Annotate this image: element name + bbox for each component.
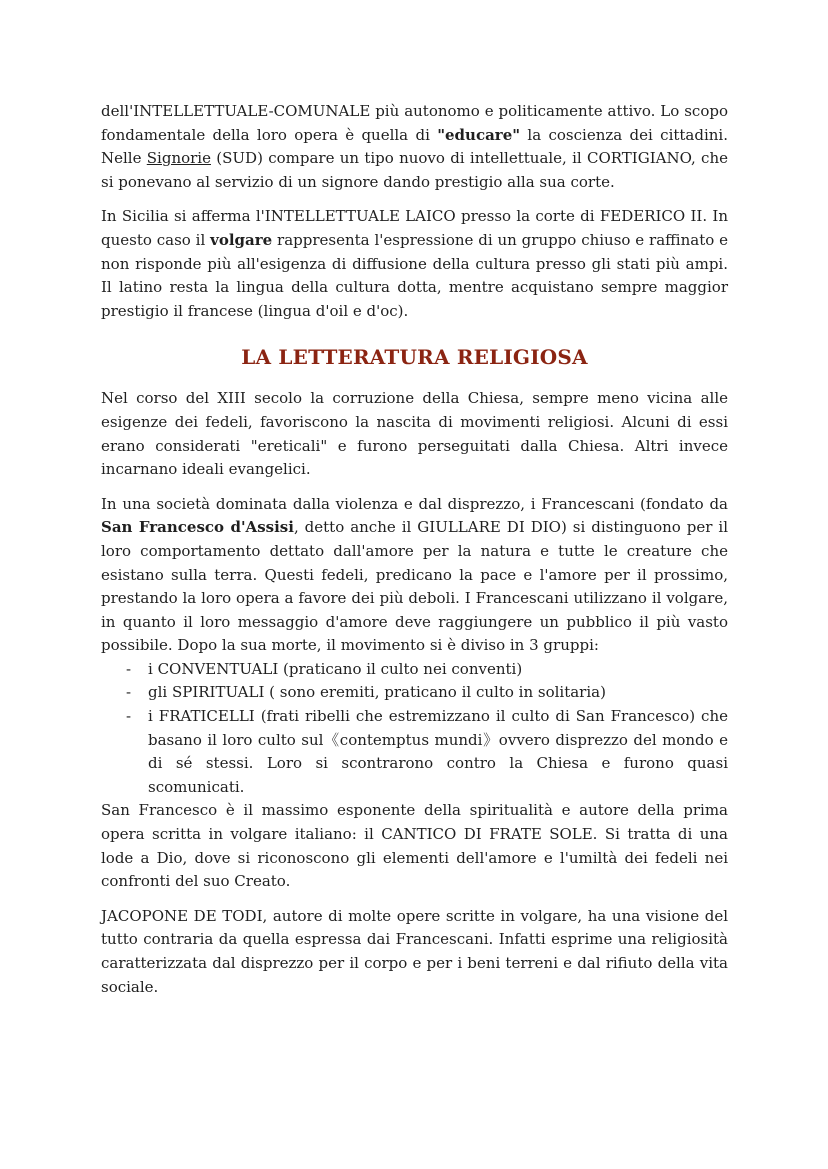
text-run: dell'INTELLETTUALE-COMUNALE più autonomo e politicamente attivo. Lo scopo fondamentale della loro opera è quella di <box>101 102 728 144</box>
list-item-text: i CONVENTUALI (praticano il culto nei conventi) <box>148 659 523 678</box>
text-run: la coscienza dei cittadini. Nelle <box>101 125 728 168</box>
paragraph-francescani <box>101 493 728 658</box>
groups-list <box>101 658 728 800</box>
text-run: In una società dominata dalla violenza e dal disprezzo, i Francescani (fondato da <box>101 494 728 513</box>
section-heading: LA LETTERATURA RELIGIOSA <box>241 345 588 370</box>
text-run: , detto anche il GIULLARE DI DIO) si distinguono per il loro comportamento dettato dall'amore per la natura e tutte le creature che esistano sulla terra. Questi fedeli, predicano la pace e l'amore per il prossimo, prestando la loro opera a favore dei più deboli. I Francescani utilizzano il volgare, in quanto il loro messaggio d'amore deve raggiungere un pubblico il più vasto possibile. Dopo la sua morte, il movimento si è diviso in 3 gruppi: <box>101 518 729 655</box>
text-run: (SUD) compare un tipo nuovo di intellettuale, il CORTIGIANO, che si ponevano al servizio di un signore dando prestigio alla sua corte. <box>101 149 728 191</box>
paragraph-movimenti-religiosi: Nel corso del XIII secolo la corruzione della Chiesa, sempre meno vicina alle esigenze dei fedeli, favoriscono la nascita di movimenti religiosi. Alcuni di essi erano considerati "ereticali" e furono perseguitati dalla Chiesa. Altri invece incarnano ideali evangelici. <box>101 389 728 479</box>
list-item <box>101 681 728 705</box>
paragraph-cantico: San Francesco è il massimo esponente della spiritualità e autore della prima opera scritta in volgare italiano: il CANTICO DI FRATE SOLE. Si tratta di una lode a Dio, dove si riconoscono gli elementi dell'amore e l'umiltà dei fedeli nei confronti del suo Creato. <box>101 801 728 891</box>
list-item <box>101 705 728 799</box>
text-run: rappresenta l'espressione di un gruppo chiuso e raffinato e non risponde più all'esigenza di diffusione della cultura presso gli stati più ampi. Il latino resta la lingua della cultura dotta, mentre acquistano sempre maggior prestigio il francese (lingua d'oil e d'oc). <box>101 230 728 320</box>
bold-term-educare: "educare" <box>437 125 521 144</box>
bold-term-volgare: volgare <box>210 230 273 249</box>
paragraph-intellettuale-comunale <box>101 100 728 194</box>
paragraph-intellettuale-laico <box>101 205 728 323</box>
list-item-text: gli SPIRITUALI ( sono eremiti, praticano il culto in solitaria) <box>148 683 606 702</box>
dash-bullet: - <box>126 683 132 702</box>
underlined-term-signorie: Signorie <box>146 149 211 168</box>
list-item <box>101 658 728 682</box>
bold-term-san-francesco: San Francesco d'Assisi <box>101 518 294 537</box>
paragraph-jacopone: JACOPONE DE TODI, autore di molte opere scritte in volgare, ha una visione del tutto contraria da quella espressa dai Francescani. Infatti esprime una religiosità caratterizzata dal disprezzo per il corpo e per i beni terreni e dal rifiuto della vita sociale. <box>101 906 728 996</box>
dash-bullet: - <box>126 659 132 678</box>
dash-bullet: - <box>126 707 132 726</box>
list-item-text: i FRATICELLI (frati ribelli che estremizzano il culto di San Francesco) che basano il loro culto sul《contemptus mundi》ovvero disprezzo del mondo e di sé stessi. Loro si scontrarono contro la Chiesa e furono quasi scomunicati. <box>148 707 728 796</box>
text-run: In Sicilia si afferma l'INTELLETTUALE LAICO presso la corte di FEDERICO II. In questo caso il <box>101 207 728 249</box>
